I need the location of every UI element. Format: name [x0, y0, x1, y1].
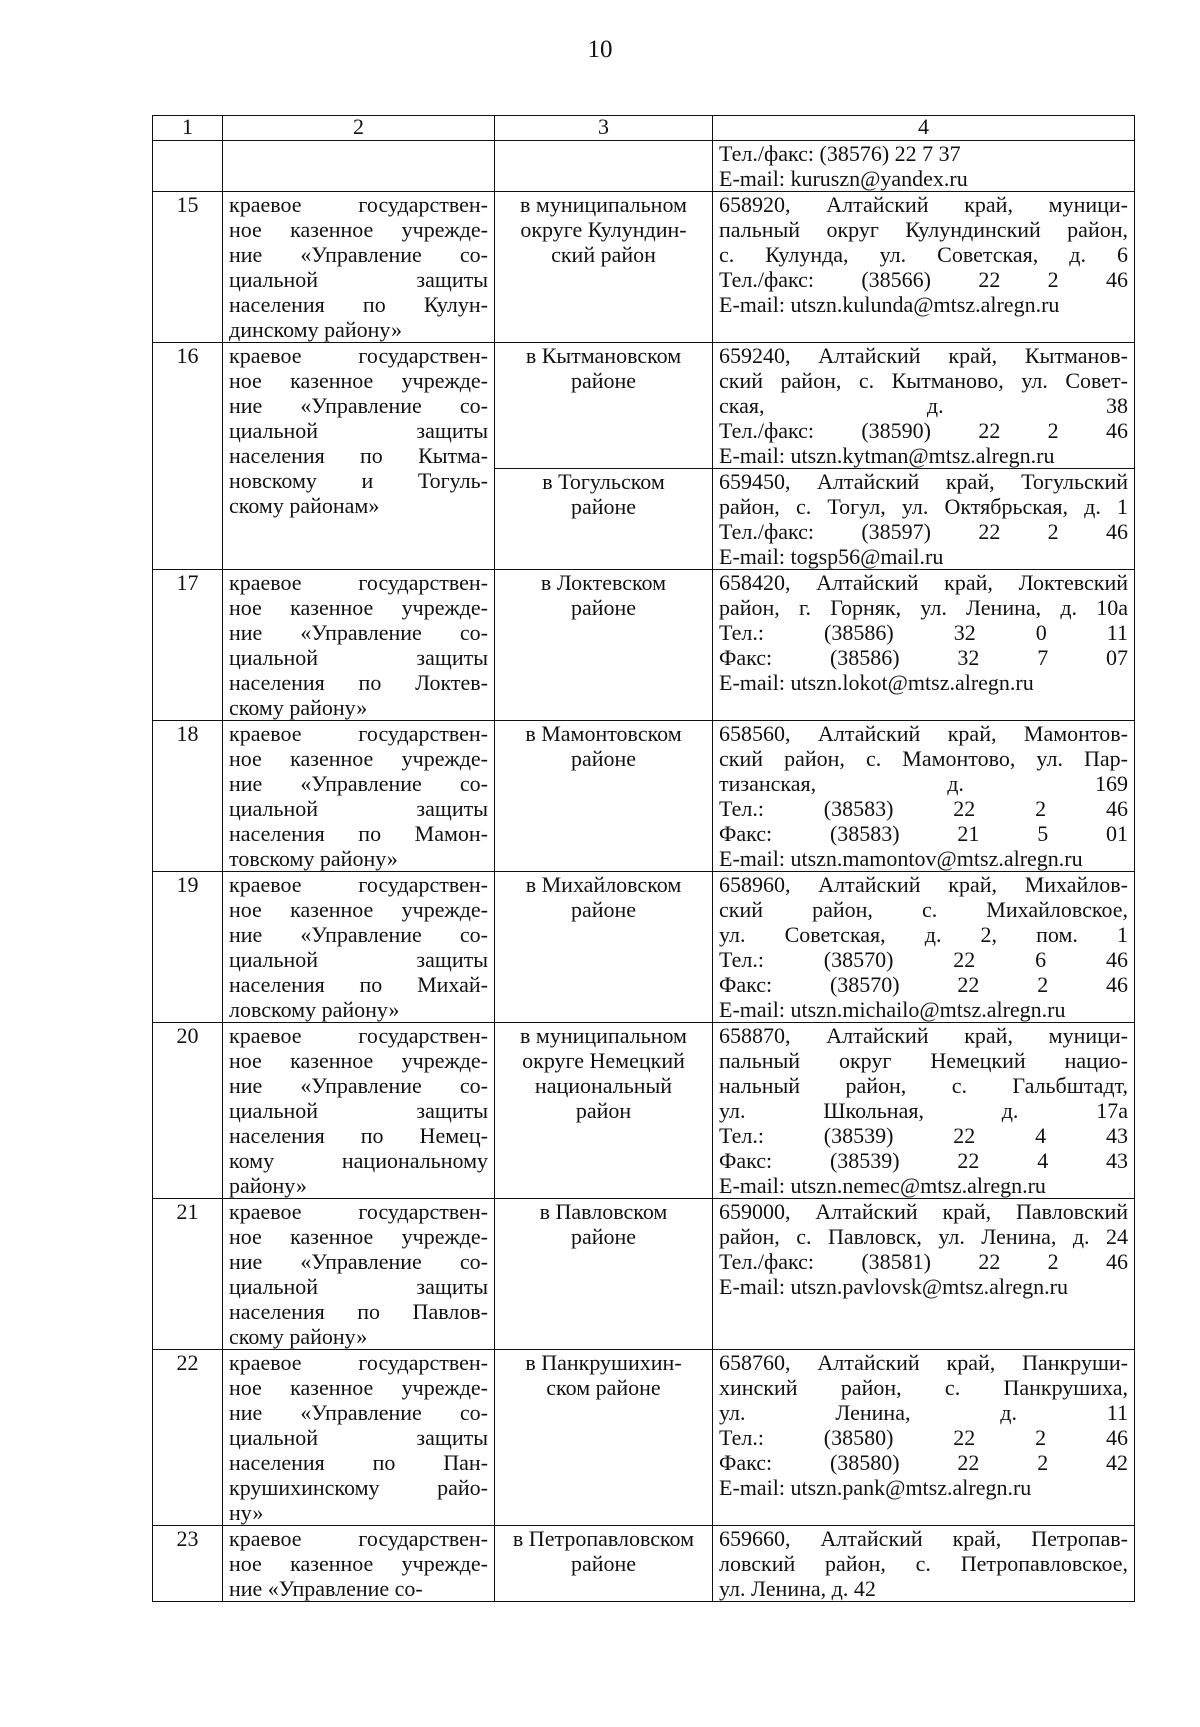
institution-name-line: ние «Управление со- [229, 1249, 488, 1274]
address-line: хинский район, с. Панкрушиха, [719, 1375, 1128, 1400]
institution-name-line: населения по Немец- [229, 1123, 488, 1148]
address-cell [713, 1350, 1135, 1526]
address-line: 658760, Алтайский край, Панкруши- [719, 1350, 1128, 1375]
address-line: 659000, Алтайский край, Павловский [719, 1199, 1128, 1224]
continuation-address-cell [713, 141, 1135, 192]
address-line: пальный округ Немецкий нацио- [719, 1048, 1128, 1073]
address-line: ул. Советская, д. 2, пом. 1 [719, 922, 1128, 947]
table-row [153, 1023, 1135, 1199]
row-number-cell: 20 [153, 1023, 223, 1199]
institution-name-line: товскому району» [229, 846, 398, 871]
location-cell [495, 1350, 713, 1526]
row-number-cell: 22 [153, 1350, 223, 1526]
institution-name-line: населения по Михай- [229, 972, 488, 997]
institution-name-line: циальной защиты [229, 947, 488, 972]
institution-name-line: скому районам» [229, 493, 380, 518]
institution-name-cell [223, 570, 495, 721]
institution-name-line: ние «Управление со- [229, 1576, 423, 1601]
institution-name-cell [223, 1526, 495, 1602]
location-cell [495, 570, 713, 721]
address-line: Тел.: (38539) 22 4 43 [719, 1123, 1128, 1148]
address-line: район, г. Горняк, ул. Ленина, д. 10а [719, 595, 1128, 620]
institution-name-line: населения по Павлов- [229, 1299, 488, 1324]
institution-name-line: ние «Управление со- [229, 620, 488, 645]
institution-name-cell [223, 343, 495, 570]
institution-name-line: ние «Управление со- [229, 393, 488, 418]
institution-name-line: циальной защиты [229, 418, 488, 443]
address-cell [713, 1526, 1135, 1602]
address-line: Факс: (38570) 22 2 46 [719, 972, 1128, 997]
address-line: 659240, Алтайский край, Кытманов- [719, 343, 1128, 368]
institution-name-cell [223, 192, 495, 343]
location-cell [495, 1023, 713, 1199]
institution-name-line: краевое государствен- [229, 872, 488, 897]
address-line: Тел.: (38586) 32 0 11 [719, 620, 1128, 645]
location-line: в Кытмановском [525, 343, 682, 368]
row-number-cell: 17 [153, 570, 223, 721]
address-line: Тел./факс: (38581) 22 2 46 [719, 1249, 1128, 1274]
institution-name-line: новскому и Тогуль- [229, 468, 488, 493]
continuation-num-cell [153, 141, 223, 192]
address-line: ул. Ленина, д. 11 [719, 1400, 1128, 1425]
institution-name-line: ное казенное учрежде- [229, 1048, 488, 1073]
address-cell [713, 1199, 1135, 1350]
institution-name-line: ние «Управление со- [229, 922, 488, 947]
address-line: ский район, с. Михайловское, [719, 897, 1128, 922]
institution-name-line: краевое государствен- [229, 1526, 488, 1551]
address-line: Факс: (38586) 32 7 07 [719, 645, 1128, 670]
address-line: ловский район, с. Петропавловское, [719, 1551, 1128, 1576]
address-line: E-mail: utszn.mamontov@mtsz.alregn.ru [719, 846, 1083, 871]
institution-name-line: краевое государствен- [229, 1199, 488, 1224]
institution-name-line: ние «Управление со- [229, 242, 488, 267]
location-cell [495, 192, 713, 343]
address-line: Факс: (38583) 21 5 01 [719, 821, 1128, 846]
institution-name-line: ное казенное учрежде- [229, 746, 488, 771]
address-line: Тел./факс: (38590) 22 2 46 [719, 418, 1128, 443]
table-row [153, 1350, 1135, 1526]
address-line: 659660, Алтайский край, Петропав- [719, 1526, 1128, 1551]
address-cell [713, 192, 1135, 343]
location-line: ском районе [546, 1375, 661, 1400]
location-line: районе [570, 595, 637, 620]
address-line: E-mail: utszn.kulunda@mtsz.alregn.ru [719, 292, 1060, 317]
institution-name-line: крушихинскому райо- [229, 1475, 488, 1500]
institution-name-line: краевое государствен- [229, 1023, 488, 1048]
address-line: Факс: (38539) 22 4 43 [719, 1148, 1128, 1173]
table-row [153, 1199, 1135, 1350]
institution-name-line: краевое государствен- [229, 192, 488, 217]
address-cell [713, 872, 1135, 1023]
institution-name-line: скому району» [229, 695, 368, 720]
location-line: районе [570, 746, 637, 771]
address-line: 658420, Алтайский край, Локтевский [719, 570, 1128, 595]
location-cell [495, 343, 713, 469]
location-line: районе [570, 368, 637, 393]
institution-name-line: ние «Управление со- [229, 771, 488, 796]
location-line: в муниципальном [520, 1023, 687, 1048]
location-line: национальный [534, 1073, 673, 1098]
address-line: E-mail: utszn.pavlovsk@mtsz.alregn.ru [719, 1274, 1068, 1299]
location-line: районе [570, 897, 637, 922]
location-line: в Павловском [539, 1199, 668, 1224]
location-cell [495, 469, 713, 570]
institution-name-line: динскому району» [229, 317, 402, 342]
header-row [153, 116, 1135, 141]
institution-name-line: населения по Мамон- [229, 821, 488, 846]
location-line: в Мамонтовском [525, 721, 682, 746]
location-cell [495, 1199, 713, 1350]
institution-name-line: ное казенное учрежде- [229, 368, 488, 393]
location-line: районе [570, 1551, 637, 1576]
institution-name-line: циальной защиты [229, 645, 488, 670]
header-col-4: 4 [713, 116, 1135, 141]
continuation-name-cell [223, 141, 495, 192]
address-line: район, с. Павловск, ул. Ленина, д. 24 [719, 1224, 1128, 1249]
table-row [153, 872, 1135, 1023]
address-line: тизанская, д. 169 [719, 771, 1128, 796]
location-line: район [575, 1098, 632, 1123]
institution-name-line: населения по Кытма- [229, 443, 488, 468]
address-line: E-mail: utszn.kytman@mtsz.alregn.ru [719, 443, 1055, 468]
continuation-location-cell [495, 141, 713, 192]
row-number-cell: 21 [153, 1199, 223, 1350]
location-cell [495, 721, 713, 872]
address-line: Тел.: (38570) 22 6 46 [719, 947, 1128, 972]
location-line: округе Немецкий [522, 1048, 685, 1073]
address-line: Тел./факс: (38597) 22 2 46 [719, 519, 1128, 544]
address-line: Тел./факс: (38576) 22 7 37 [719, 141, 961, 166]
location-line: в Локтевском [540, 570, 667, 595]
location-line: районе [570, 1224, 637, 1249]
institution-name-cell [223, 721, 495, 872]
address-line: Факс: (38580) 22 2 42 [719, 1450, 1128, 1475]
institution-name-line: ние «Управление со- [229, 1400, 488, 1425]
location-cell [495, 872, 713, 1023]
address-line: ская, д. 38 [719, 393, 1128, 418]
institution-name-line: кому национальному [229, 1148, 488, 1173]
address-line: E-mail: kuruszn@yandex.ru [719, 166, 968, 191]
institution-name-line: циальной защиты [229, 796, 488, 821]
address-line: 658560, Алтайский край, Мамонтов- [719, 721, 1128, 746]
location-line: районе [570, 494, 637, 519]
institution-name-cell [223, 872, 495, 1023]
institution-name-line: ное казенное учрежде- [229, 217, 488, 242]
organizations-table [152, 115, 1135, 1602]
table-row [153, 192, 1135, 343]
address-line: 658960, Алтайский край, Михайлов- [719, 872, 1128, 897]
table-row [153, 570, 1135, 721]
address-line: нальный район, с. Гальбштадт, [719, 1073, 1128, 1098]
address-cell [713, 721, 1135, 872]
address-line: E-mail: togsp56@mail.ru [719, 544, 944, 569]
address-line: E-mail: utszn.pank@mtsz.alregn.ru [719, 1475, 1032, 1500]
institution-name-line: краевое государствен- [229, 1350, 488, 1375]
header-col-1: 1 [153, 116, 223, 141]
address-cell [713, 343, 1135, 469]
institution-name-line: циальной защиты [229, 1425, 488, 1450]
address-line: 658870, Алтайский край, муници- [719, 1023, 1128, 1048]
address-line: Тел.: (38580) 22 2 46 [719, 1425, 1128, 1450]
table-row [153, 1526, 1135, 1602]
address-line: ул. Ленина, д. 42 [719, 1576, 876, 1601]
address-line: Тел.: (38583) 22 2 46 [719, 796, 1128, 821]
address-line: с. Кулунда, ул. Советская, д. 6 [719, 242, 1128, 267]
institution-name-line: ное казенное учрежде- [229, 1224, 488, 1249]
institution-name-line: населения по Локтев- [229, 670, 488, 695]
address-line: ский район, с. Мамонтово, ул. Пар- [719, 746, 1128, 771]
institution-name-cell [223, 1199, 495, 1350]
location-line: в Петропавловском [512, 1526, 695, 1551]
location-line: в Михайловском [525, 872, 682, 897]
address-line: район, с. Тогул, ул. Октябрьская, д. 1 [719, 494, 1128, 519]
address-line: ул. Школьная, д. 17а [719, 1098, 1128, 1123]
institution-name-line: ние «Управление со- [229, 1073, 488, 1098]
address-line: ский район, с. Кытманово, ул. Совет- [719, 368, 1128, 393]
row-number-cell: 23 [153, 1526, 223, 1602]
row-number-cell: 18 [153, 721, 223, 872]
institution-name-line: ное казенное учрежде- [229, 897, 488, 922]
address-cell [713, 570, 1135, 721]
address-line: E-mail: utszn.nemec@mtsz.alregn.ru [719, 1173, 1046, 1198]
address-line: E-mail: utszn.lokot@mtsz.alregn.ru [719, 670, 1034, 695]
location-line: округе Кулундин- [520, 217, 687, 242]
address-line: Тел./факс: (38566) 22 2 46 [719, 267, 1128, 292]
institution-name-line: ное казенное учрежде- [229, 1375, 488, 1400]
row-number-cell: 15 [153, 192, 223, 343]
location-line: в Тогульском [542, 469, 665, 494]
address-cell [713, 469, 1135, 570]
address-line: 658920, Алтайский край, муници- [719, 192, 1128, 217]
location-line: в Панкрушихин- [525, 1350, 682, 1375]
institution-name-line: циальной защиты [229, 1098, 488, 1123]
institution-name-line: краевое государствен- [229, 343, 488, 368]
institution-name-line: краевое государствен- [229, 570, 488, 595]
institution-name-line: ну» [229, 1500, 264, 1525]
institution-name-line: населения по Кулун- [229, 292, 488, 317]
row-number-cell: 19 [153, 872, 223, 1023]
address-line: E-mail: utszn.michailo@mtsz.alregn.ru [719, 997, 1066, 1022]
institution-name-line: району» [229, 1173, 307, 1198]
address-cell [713, 1023, 1135, 1199]
institution-name-line: ное казенное учрежде- [229, 1551, 488, 1576]
institution-name-line: ловскому району» [229, 997, 400, 1022]
table-row [153, 343, 1135, 469]
header-col-2: 2 [223, 116, 495, 141]
location-line: в муниципальном [520, 192, 687, 217]
table-row [153, 721, 1135, 872]
institution-name-line: скому району» [229, 1324, 368, 1349]
institution-name-line: населения по Пан- [229, 1450, 488, 1475]
header-col-3: 3 [495, 116, 713, 141]
institution-name-line: ное казенное учрежде- [229, 595, 488, 620]
address-line: 659450, Алтайский край, Тогульский [719, 469, 1128, 494]
institution-name-line: циальной защиты [229, 1274, 488, 1299]
institution-name-cell [223, 1023, 495, 1199]
institution-name-cell [223, 1350, 495, 1526]
page-number: 10 [587, 36, 613, 63]
row-number-cell: 16 [153, 343, 223, 570]
location-line: ский район [551, 242, 656, 267]
institution-name-line: краевое государствен- [229, 721, 488, 746]
address-line: пальный округ Кулундинский район, [719, 217, 1128, 242]
continuation-row [153, 141, 1135, 192]
location-cell [495, 1526, 713, 1602]
institution-name-line: циальной защиты [229, 267, 488, 292]
